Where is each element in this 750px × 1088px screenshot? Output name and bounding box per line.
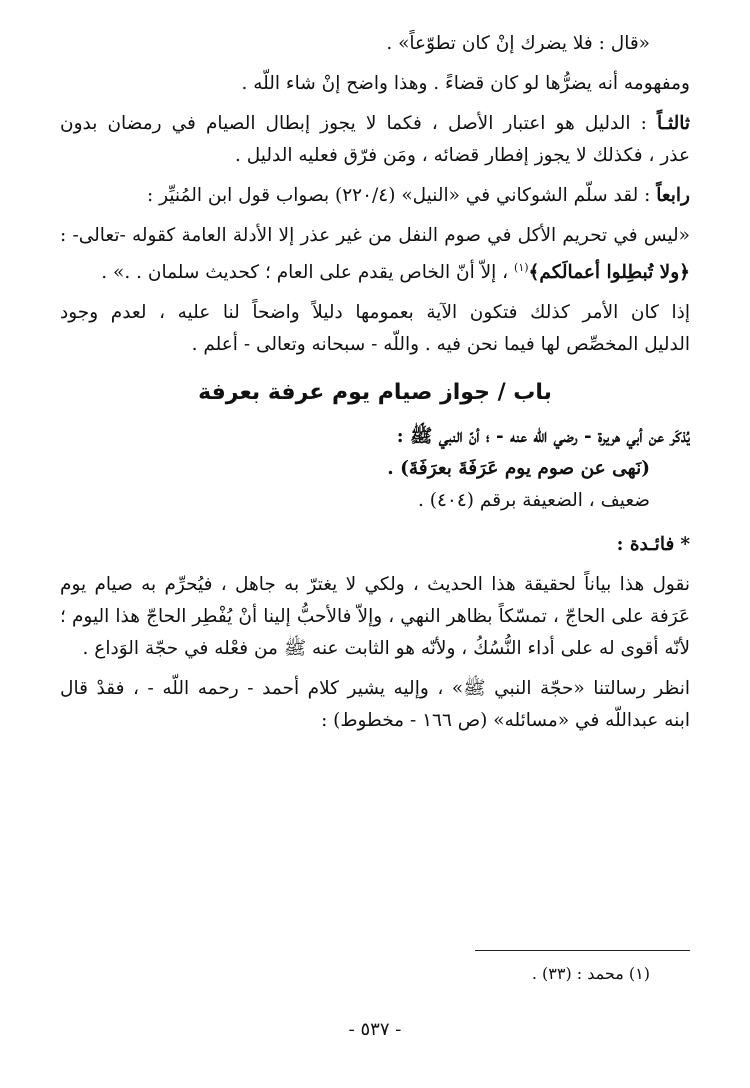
text-line-3 (60, 108, 690, 140)
text-line-17: ابنه عبداللّه في «مسائله» (ص ١٦٦ - مخطوط) : (321, 710, 690, 732)
text-line-9: الدليل المخصِّص لها فيما نحن فيه . واللّه - سبحانه وتعالى - أعلم . (191, 334, 690, 356)
text-line-14: عَرَفة على الحاجّ ، تمسّكاً بظاهر النهي ، وإلاّ فالأحبُّ إلينا أنْ يُفْطِر الحاجّ هذا اليوم ؛ (60, 606, 690, 628)
text-line-5 (60, 180, 690, 212)
text-line-15: لأنّه أقوى له على أداء النُّسُكُ ، ولأنّه هو الثابت عنه ﷺ من فعْله في حجّة الوَداع . (82, 638, 690, 660)
hadith-text: (نَهى عن صوم يوم عَرَفَةَ بعرَفَةَ) . (387, 458, 650, 480)
hadith-grading: ضعيف ، الضعيفة برقم (٤٠٤) . (418, 490, 650, 512)
quote-line-2 (60, 252, 690, 289)
text-line-4: عذر ، فكذلك لا يجوز إفطار قضائه ، ومَن فرّق فعليه الدليل . (235, 145, 690, 166)
chapter-heading: باب / جواز صيام يوم عرفة بعرفة (198, 380, 552, 406)
point-label-fourth: رابعاً (656, 185, 690, 206)
text-line-1: «قال : فلا يضرك إنْ كان تطوّعاً» . (386, 33, 650, 54)
quote-line-2-body: ، إلاّ أنّ الخاص يقدم على العام ؛ كحديث سلمان . .» . (101, 262, 515, 284)
text-line-5-body: : لقد سلّم الشوكاني في «النيل» (٢٢٠/٤) بصواب قول ابن المُنيِّر : (147, 185, 657, 206)
footnote-ref-marker: (١) (514, 261, 529, 274)
hadith-intro: يُذكَر عن أبي هريرة - رضي الله عنه - ؛ أنّ النبي ﷺ : (396, 426, 690, 448)
text-line-2: ومفهومه أنه يضرُّها لو كان قضاءً . وهذا واضح إنْ شاء اللّه . (241, 73, 690, 94)
quote-line-1: «ليس في تحريم الأكل في صوم النفل من غير عذر إلا الأدلة العامة كقوله -تعالى- : (60, 225, 690, 246)
text-line-16: انظر رسالتنا «حجّة النبي ﷺ» ، وإليه يشير كلام أحمد - رحمه اللّه - ، فقدْ قال (60, 678, 690, 700)
page-number: - ٥٣٧ - (348, 1019, 402, 1040)
text-line-13: نقول هذا بياناً لحقيقة هذا الحديث ، ولكي لا يغترّ به جاهل ، فيُحرِّم به صيام يوم (60, 574, 690, 596)
benefit-heading (60, 529, 690, 561)
footnote: (١) محمد : (٣٣) . (531, 964, 650, 983)
benefit-heading-label: فائـدة : (616, 534, 675, 556)
text-line-8: إذا كان الأمر كذلك فتكون الآية بعمومها دليلاً واضحاً لنا عليه ، لعدم وجود (60, 302, 690, 324)
footnote-divider (475, 950, 690, 951)
star-icon: * (680, 534, 690, 556)
text-line-3-body: : الدليل هو اعتبار الأصل ، فكما لا يجوز إبطال الصيام في رمضان بدون (60, 113, 657, 134)
quran-verse: ﴿ولا تُبطِلوا أعمالَكم﴾ (528, 262, 690, 284)
point-label-third: ثالثـاً (656, 113, 690, 134)
